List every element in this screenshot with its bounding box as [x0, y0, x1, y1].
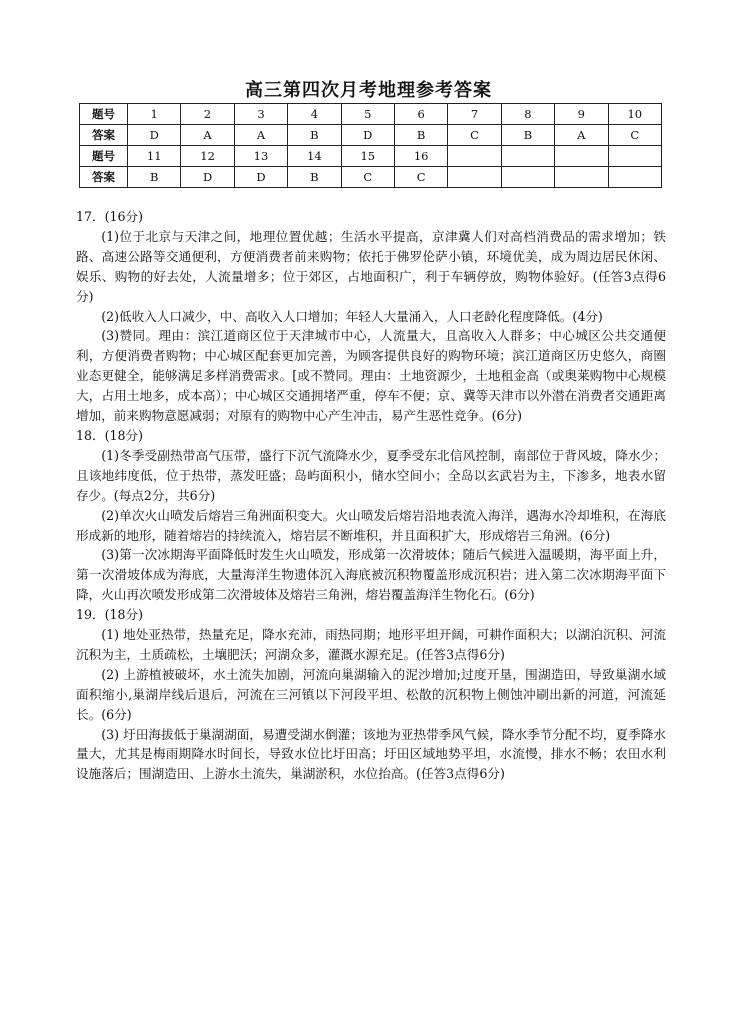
- q17-answer-2: (2)低收入人口减少，中、高收入人口增加；年轻人大量涌入，人口老龄化程度降低。(4分): [101, 308, 603, 324]
- table-cell: B: [394, 125, 447, 146]
- table-cell: 16: [394, 146, 447, 167]
- question-17-heading: 17．(16分): [76, 209, 144, 224]
- table-cell: 13: [234, 146, 287, 167]
- table-cell: A: [234, 125, 287, 146]
- table-cell: B: [128, 167, 181, 188]
- table-cell: D: [341, 125, 394, 146]
- table-cell: 8: [501, 104, 554, 125]
- table-cell: 14: [288, 146, 341, 167]
- question-19-heading: 19．(18分): [76, 607, 144, 623]
- answer-table: [79, 103, 662, 188]
- row-header: 题号: [80, 146, 128, 167]
- table-cell: 11: [128, 146, 181, 167]
- table-cell: A: [555, 125, 608, 146]
- q17-answer-1: (1)位于北京与天津之间，地理位置优越；生活水平提高，京津冀人们对高档消费品的需求增加；铁路、高速公路等交通便利，方便消费者前来购物；依托于佛罗伦萨小镇，环境优美，成为周边居民休闲、娱乐、购物的好去处，人流量增多；位于郊区，占地面积广，利于车辆停放，购物体验好。(任答3点得6分): [76, 228, 666, 304]
- table-cell: 6: [394, 104, 447, 125]
- table-cell: [501, 146, 554, 167]
- row-header: 答案: [80, 167, 128, 188]
- q17-answer-3: (3)赞同。理由：滨江道商区位于天津城市中心，人流量大，且高收入人群多；中心城区公共交通便利，方便消费者购物；中心城区配套更加完善，为顾客提供良好的购物环境；滨江道商区历史悠久，商圈业态更健全，能够满足多样消费需求。[或不赞同。理由：土地资源少，土地租金高（或奥莱购物中心规模大，占用土地多，成本高）；中心城区交通拥堵严重，停车不便；京、冀等天津市以外潜在消费者交通距离增加，前来购物意愿减弱；对原有的购物中心产生冲击，易产生恶性竞争。(6分): [76, 328, 666, 424]
- table-cell: D: [128, 125, 181, 146]
- table-cell: [448, 167, 501, 188]
- table-cell: D: [181, 167, 234, 188]
- table-row: [80, 104, 662, 125]
- table-cell: D: [234, 167, 287, 188]
- table-cell: [501, 167, 554, 188]
- table-row: [80, 167, 662, 188]
- table-cell: A: [181, 125, 234, 146]
- q18-answer-1: (1)冬季受副热带高气压带，盛行下沉气流降水少，夏季受东北信风控制，南部位于背风坡，降水少；且该地纬度低，位于热带，蒸发旺盛；岛屿面积小，储水空间小；全岛以玄武岩为主，下渗多，地表水留存少。(每点2分，共6分): [76, 447, 666, 503]
- table-cell: 10: [608, 104, 661, 125]
- table-cell: 1: [128, 104, 181, 125]
- table-cell: B: [288, 167, 341, 188]
- table-cell: 7: [448, 104, 501, 125]
- table-cell: 4: [288, 104, 341, 125]
- table-cell: [608, 167, 661, 188]
- table-cell: 12: [181, 146, 234, 167]
- table-cell: 9: [555, 104, 608, 125]
- table-cell: C: [394, 167, 447, 188]
- row-header: 题号: [80, 104, 128, 125]
- table-cell: 5: [341, 104, 394, 125]
- table-row: [80, 146, 662, 167]
- q19-answer-1: (1) 地处亚热带，热量充足，降水充沛，雨热同期；地形平坦开阔，可耕作面积大；以湖泊沉积、河流沉积为主，土质疏松，土壤肥沃；河湖众多，灌溉水源充足。(任答3点得6分): [76, 627, 666, 662]
- table-cell: [555, 146, 608, 167]
- q19-answer-2: (2) 上游植被破坏，水土流失加剧，河流向巢湖输入的泥沙增加;过度开垦，围湖造田，导致巢湖水域面积缩小,巢湖岸线后退后，河流在三河镇以下河段平坦、松散的沉积物上侧蚀冲刷出新的河道，河流延长。(6分): [76, 666, 666, 722]
- table-cell: C: [608, 125, 661, 146]
- table-cell: [555, 167, 608, 188]
- table-cell: C: [341, 167, 394, 188]
- q18-answer-2: (2)单次火山喷发后熔岩三角洲面积变大。火山喷发后熔岩沿地表流入海洋，遇海水冷却堆积，在海底形成新的地形，随着熔岩的持续流入，熔岩层不断堆积，并且面积扩大，形成熔岩三角洲。(6分): [76, 507, 666, 543]
- table-row: [80, 125, 662, 146]
- table-cell: [448, 146, 501, 167]
- q19-answer-3: (3) 圩田海拔低于巢湖湖面，易遭受湖水倒灌；该地为亚热带季风气候，降水季节分配不均，夏季降水量大，尤其是梅雨期降水时间长，导致水位比圩田高；圩田区域地势平坦，水流慢，排水不畅；农田水利设施落后；围湖造田、上游水土流失，巢湖淤积，水位抬高。(任答3点得6分): [76, 726, 666, 782]
- row-header: 答案: [80, 125, 128, 146]
- q18-answer-3: (3)第一次冰期海平面降低时发生火山喷发，形成第一次滑坡体；随后气候进入温暖期，海平面上升，第一次滑坡体成为海底，大量海洋生物遗体沉入海底被沉积物覆盖形成沉积岩；进入第二次冰期海平面下降，火山再次喷发形成第二次滑坡体及熔岩三角洲，熔岩覆盖海洋生物化石。(6分): [76, 547, 666, 603]
- table-cell: [608, 146, 661, 167]
- answers-body: [76, 207, 666, 784]
- table-cell: 2: [181, 104, 234, 125]
- table-cell: C: [448, 125, 501, 146]
- page-title: 高三第四次月考地理参考答案: [245, 80, 492, 101]
- table-cell: B: [288, 125, 341, 146]
- question-18-heading: 18．(18分): [76, 427, 144, 443]
- table-cell: B: [501, 125, 554, 146]
- table-cell: 3: [234, 104, 287, 125]
- table-cell: 15: [341, 146, 394, 167]
